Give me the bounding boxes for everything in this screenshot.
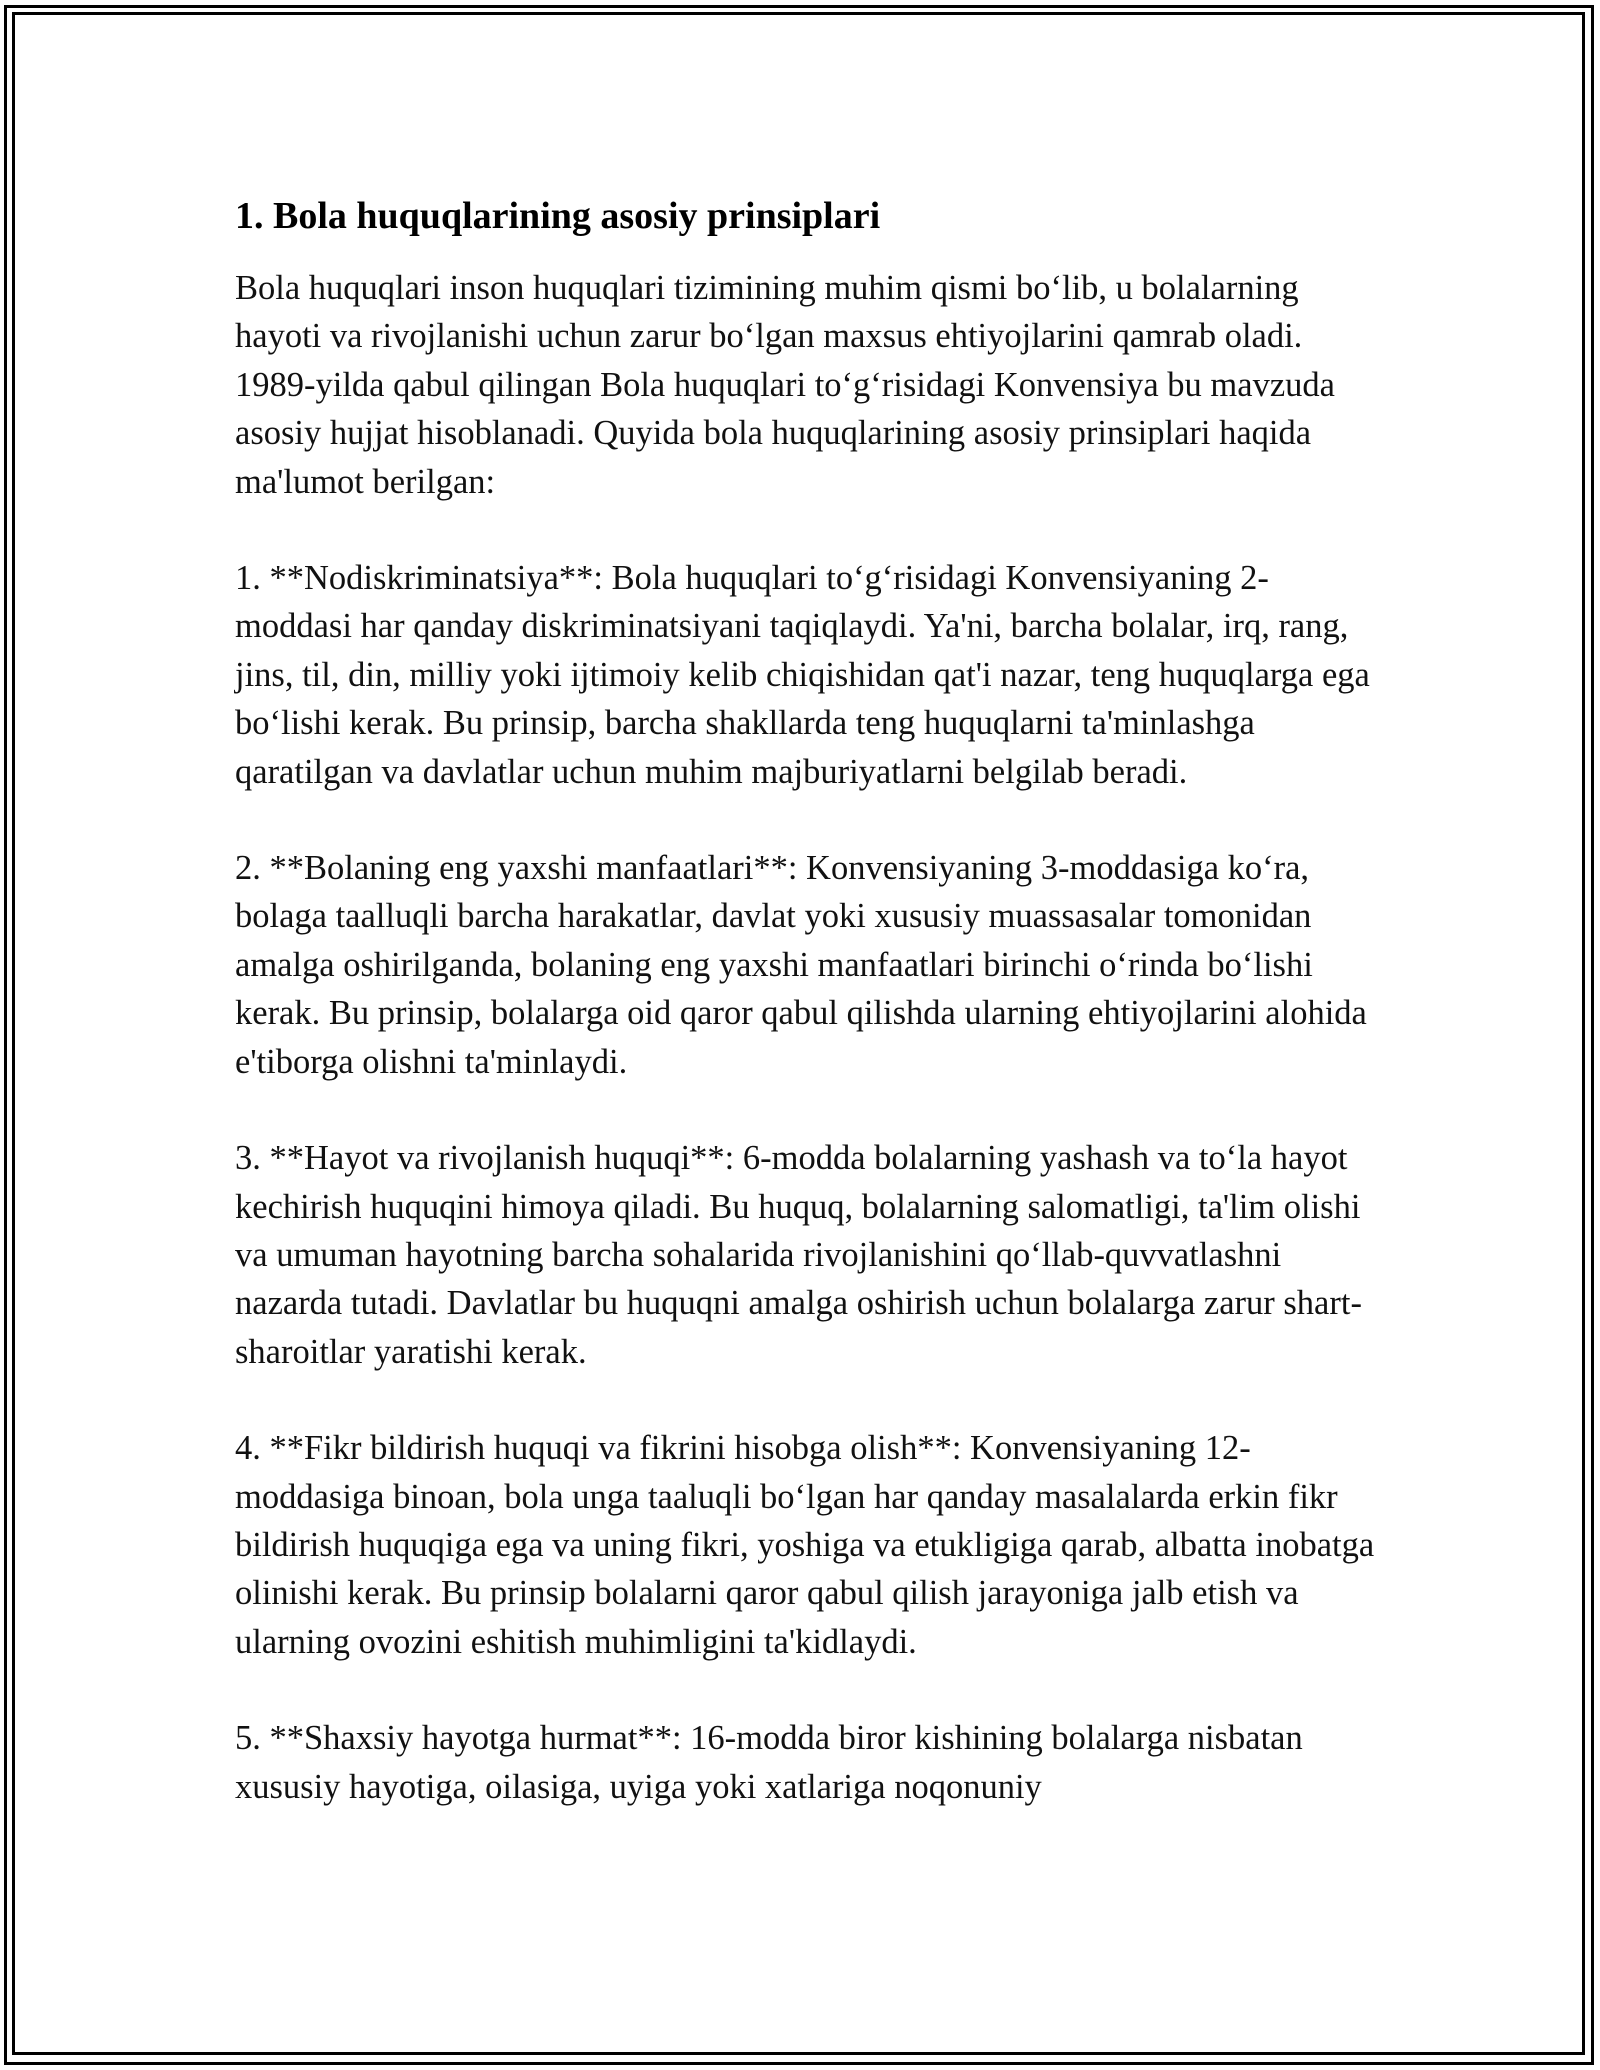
principle-4-paragraph: 4. **Fikr bildirish huquqi va fikrini hisobga olish**: Konvensiyaning 12-moddasiga binoan, bola unga taaluqli bo‘lgan har qanday masalalarda erkin fikr bildirish huquqiga ega va uning fikri, yoshiga va etukligiga qarab, albatta inobatga olinishi kerak. Bu prinsip bolalarni qaror qabul qilish jarayoniga jalb etish va ularning ovozini eshitish muhimligini ta'kidlaydi. xyxy=(235,1429,1375,1661)
principle-5-paragraph: 5. **Shaxsiy hayotga hurmat**: 16-modda biror kishining bolalarga nisbatan xususiy hayotiga, oilasiga, uyiga yoki xatlariga noqonuniy xyxy=(235,1719,1303,1806)
intro-paragraph: Bola huquqlari inson huquqlari tizimining muhim qismi bo‘lib, u bolalarning hayoti va rivojlanishi uchun zarur bo‘lgan maxsus ehtiyojlarini qamrab oladi. 1989-yilda qabul qilingan Bola huquqlari to‘g‘risidagi Konvensiya bu mavzuda asosiy hujjat hisoblanadi. Quyida bola huquqlarining asosiy prinsiplari haqida ma'lumot berilgan: xyxy=(235,269,1335,501)
principle-2-paragraph: 2. **Bolaning eng yaxshi manfaatlari**: Konvensiyaning 3-moddasiga ko‘ra, bolaga taalluqli barcha harakatlar, davlat yoki xususiy muassasalar tomonidan amalga oshirilganda, bolaning eng yaxshi manfaatlari birinchi o‘rinda bo‘lishi kerak. Bu prinsip, bolalarga oid qaror qabul qilishda ularning ehtiyojlarini alohida e'tiborga olishni ta'minlaydi. xyxy=(235,849,1367,1081)
document-body xyxy=(235,180,1375,1859)
principle-3-paragraph: 3. **Hayot va rivojlanish huquqi**: 6-modda bolalarning yashash va to‘la hayot kechirish huquqini himoya qiladi. Bu huquq, bolalarning salomatligi, ta'lim olishi va umuman hayotning barcha sohalarida rivojlanishini qo‘llab-quvvatlashni nazarda tutadi. Davlatlar bu huquqni amalga oshirish uchun bolalarga zarur shart-sharoitlar yaratishi kerak. xyxy=(235,1139,1362,1371)
section-heading: 1. Bola huquqlarining asosiy prinsiplari xyxy=(235,195,881,237)
principle-1-paragraph: 1. **Nodiskriminatsiya**: Bola huquqlari to‘g‘risidagi Konvensiyaning 2-moddasi har qanday diskriminatsiyani taqiqlaydi. Ya'ni, barcha bolalar, irq, rang, jins, til, din, milliy yoki ijtimoiy kelib chiqishidan qat'i nazar, teng huquqlarga ega bo‘lishi kerak. Bu prinsip, barcha shakllarda teng huquqlarni ta'minlashga qaratilgan va davlatlar uchun muhim majburiyatlarni belgilab beradi. xyxy=(235,559,1370,791)
